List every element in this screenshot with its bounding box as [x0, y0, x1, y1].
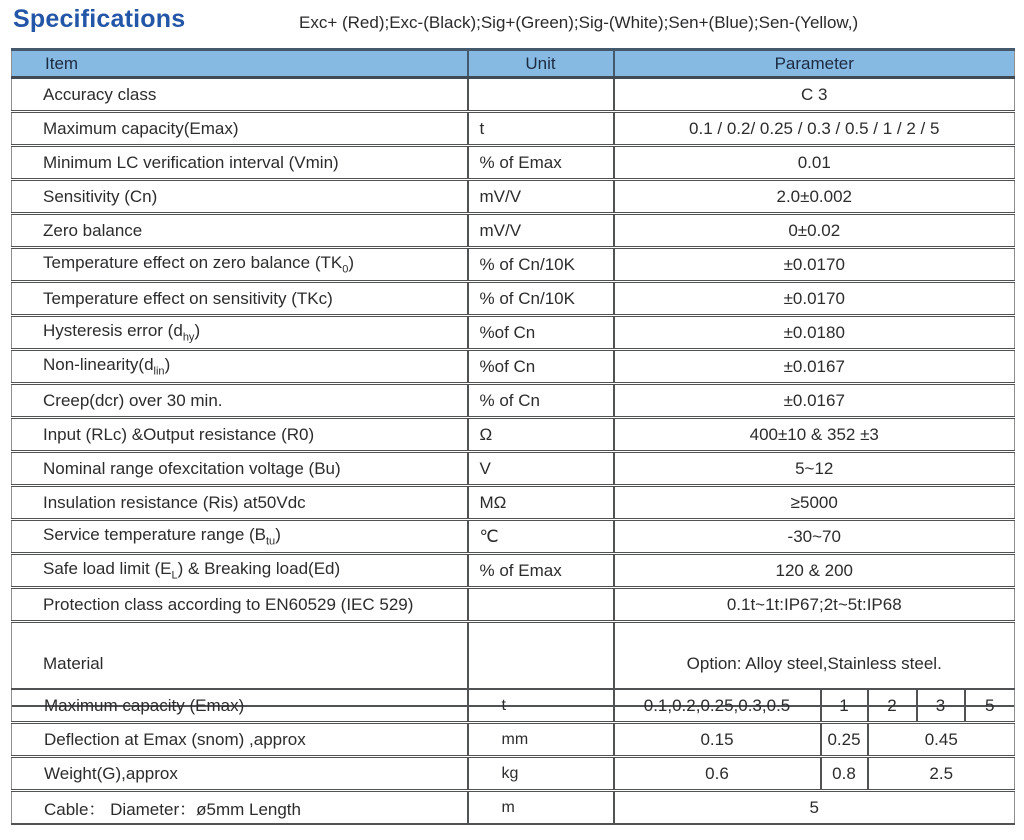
capacity-row	[12, 757, 1015, 791]
spec-row	[12, 520, 1015, 554]
item-cell: Material	[12, 622, 468, 707]
parameter-cell: 5~12	[614, 452, 1015, 486]
parameter-cell: 0.1t~1t:IP67;2t~5t:IP68	[614, 588, 1015, 622]
unit-cell: V	[468, 452, 614, 486]
spec-row	[12, 78, 1015, 112]
parameter-cell: 0±0.02	[614, 214, 1015, 248]
parameter-cell: Option: Alloy steel,Stainless steel.	[614, 622, 1015, 707]
item-cell: Protection class according to EN60529 (IEC 529)	[12, 588, 468, 622]
spec-row	[12, 418, 1015, 452]
column-header-parameter: Parameter	[614, 50, 1015, 78]
spec-header-row	[12, 50, 1015, 78]
spec-row	[12, 554, 1015, 588]
spec-row	[12, 282, 1015, 316]
parameter-cell: ±0.0170	[614, 282, 1015, 316]
unit-cell: Ω	[468, 418, 614, 452]
item-cell: Input (RLc) &Output resistance (R0)	[12, 418, 468, 452]
parameter-cell: ±0.0167	[614, 384, 1015, 418]
spec-row	[12, 316, 1015, 350]
item-cell: Maximum capacity(Emax)	[12, 112, 468, 146]
spec-row	[12, 452, 1015, 486]
column-header-item: Item	[12, 50, 468, 78]
value-cell: 0.25	[821, 723, 868, 757]
parameter-cell: 0.1 / 0.2/ 0.25 / 0.3 / 0.5 / 1 / 2 / 5	[614, 112, 1015, 146]
value-cell: 3	[917, 689, 965, 723]
unit-cell: % of Cn/10K	[468, 248, 614, 282]
item-cell: Nominal range ofexcitation voltage (Bu)	[12, 452, 468, 486]
item-cell: Insulation resistance (Ris) at50Vdc	[12, 486, 468, 520]
parameter-cell: 0.01	[614, 146, 1015, 180]
wiring-color-code-note: Exc+ (Red);Exc-(Black);Sig+(Green);Sig-(White);Sen+(Blue);Sen-(Yellow,)	[299, 13, 859, 32]
column-header-unit: Unit	[468, 50, 614, 78]
parameter-cell: ≥5000	[614, 486, 1015, 520]
unit-cell: mm	[468, 723, 614, 757]
item-cell: Cable： Diameter：ø5mm Length	[12, 791, 468, 825]
spec-row	[12, 112, 1015, 146]
unit-cell: t	[468, 689, 614, 723]
item-cell: Non-$linearity(d_{lin})$	[12, 350, 468, 384]
unit-cell: m	[468, 791, 614, 825]
item-cell: Creep(dcr) over 30 min.	[12, 384, 468, 418]
spec-row	[12, 180, 1015, 214]
spec-row	[12, 486, 1015, 520]
parameter-cell: ±0.0180	[614, 316, 1015, 350]
value-cell: 2	[868, 689, 917, 723]
value-cell: 0.45	[868, 723, 1015, 757]
unit-cell: % of Emax	[468, 146, 614, 180]
spec-row	[12, 350, 1015, 384]
value-cell: 2.5	[868, 757, 1015, 791]
spec-row	[12, 248, 1015, 282]
unit-cell: ℃	[468, 520, 614, 554]
unit-cell: t	[468, 112, 614, 146]
unit-cell: MΩ	[468, 486, 614, 520]
item-cell: Temperature effect on zero balance $(TK_0)$	[12, 248, 468, 282]
parameter-cell: 120 & 200	[614, 554, 1015, 588]
item-cell: Accuracy class	[12, 78, 468, 112]
unit-cell: kg	[468, 757, 614, 791]
item-cell: Deflection at Emax (snom) ,approx	[12, 723, 468, 757]
value-cell: 0.15	[614, 723, 821, 757]
parameter-cell: 400±10 & 352 ±3	[614, 418, 1015, 452]
parameter-cell: C 3	[614, 78, 1015, 112]
value-cell: 1	[821, 689, 868, 723]
item-cell: Temperature effect on sensitivity (TKc)	[12, 282, 468, 316]
unit-cell: %of Cn	[468, 350, 614, 384]
unit-cell: % of Emax	[468, 554, 614, 588]
unit-cell: % of Cn	[468, 384, 614, 418]
unit-cell: % of Cn/10K	[468, 282, 614, 316]
unit-cell	[468, 78, 614, 112]
spec-row	[12, 384, 1015, 418]
item-cell: Sensitivity (Cn)	[12, 180, 468, 214]
value-cell: 0.1,0.2,0.25,0.3,0.5	[614, 689, 821, 723]
item-cell: Weight(G),approx	[12, 757, 468, 791]
capacity-row	[12, 723, 1015, 757]
spec-row	[12, 588, 1015, 622]
unit-cell: %of Cn	[468, 316, 614, 350]
value-cell: 5	[965, 689, 1015, 723]
item-cell: Zero balance	[12, 214, 468, 248]
parameter-cell: ±0.0170	[614, 248, 1015, 282]
item-cell: Maximum capacity (Emax)	[12, 689, 468, 723]
unit-cell: mV/V	[468, 180, 614, 214]
value-cell: 0.6	[614, 757, 821, 791]
value-cell: 5	[614, 791, 1015, 825]
unit-cell: mV/V	[468, 214, 614, 248]
unit-cell	[468, 588, 614, 622]
capacity-row	[12, 791, 1015, 825]
parameter-cell: -30~70	[614, 520, 1015, 554]
value-cell: 0.8	[821, 757, 868, 791]
capacity-row	[12, 689, 1015, 723]
capacity-table	[11, 688, 1015, 825]
item-cell: Minimum LC verification interval (Vmin)	[12, 146, 468, 180]
parameter-cell: ±0.0167	[614, 350, 1015, 384]
page-title: Specifications	[13, 5, 186, 33]
spec-row	[12, 214, 1015, 248]
spec-row	[12, 146, 1015, 180]
item-cell: Safe load limit $(E_L)$ & Breaking load(Ed)	[12, 554, 468, 588]
specifications-table	[11, 48, 1015, 707]
item-cell: Service temperature range $(B_{tu})$	[12, 520, 468, 554]
parameter-cell: 2.0±0.002	[614, 180, 1015, 214]
item-cell: Hysteresis error $(d_{hy})$	[12, 316, 468, 350]
